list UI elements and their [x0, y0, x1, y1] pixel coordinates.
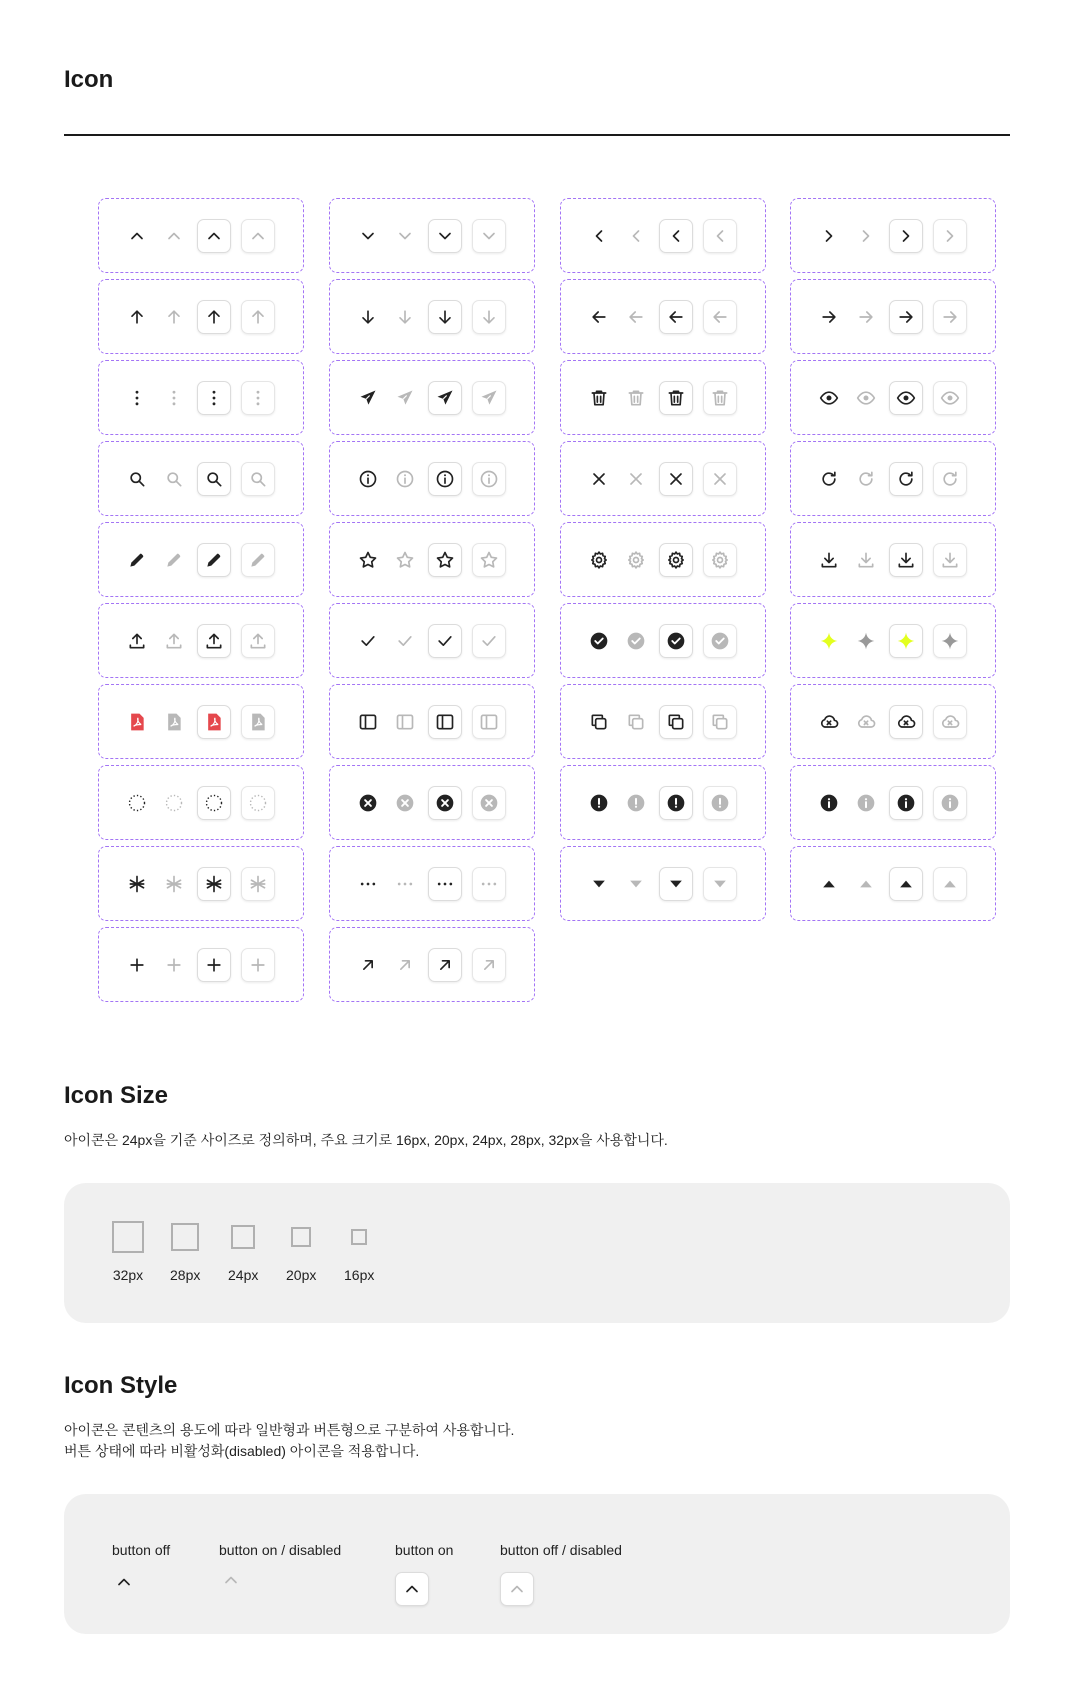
- refresh-icon: [933, 462, 967, 496]
- asterisk-icon: [241, 867, 275, 901]
- icon-style-description-2: 버튼 상태에 따라 비활성화(disabled) 아이콘을 적용합니다.: [64, 1443, 420, 1459]
- alert-circle-icon: [703, 786, 737, 820]
- alert-circle-icon: [618, 785, 654, 821]
- chevron-right-icon: [848, 218, 884, 254]
- cloud-off-icon: [848, 704, 884, 740]
- eye-icon[interactable]: [889, 381, 923, 415]
- more-horizontal-icon: [387, 866, 423, 902]
- pdf-icon: [241, 705, 275, 739]
- more-horizontal-icon-row: [329, 846, 535, 921]
- sparkle-icon: [848, 623, 884, 659]
- check-icon: [472, 624, 506, 658]
- trash-icon: [618, 380, 654, 416]
- send-icon-row: [329, 360, 535, 435]
- eye-icon: [848, 380, 884, 416]
- cloud-off-icon[interactable]: [889, 705, 923, 739]
- close-icon: [703, 462, 737, 496]
- size-label: 20px: [286, 1267, 317, 1283]
- send-icon: [387, 380, 423, 416]
- more-horizontal-icon[interactable]: [428, 867, 462, 901]
- star-icon: [387, 542, 423, 578]
- chevron-down-icon: [350, 218, 386, 254]
- arrow-left-icon: [581, 299, 617, 335]
- loading-icon-row: [98, 765, 304, 840]
- arrow-right-icon[interactable]: [889, 300, 923, 334]
- refresh-icon: [848, 461, 884, 497]
- triangle-down-icon: [581, 866, 617, 902]
- trash-icon: [581, 380, 617, 416]
- info-icon: [387, 461, 423, 497]
- download-icon: [811, 542, 847, 578]
- more-horizontal-icon: [350, 866, 386, 902]
- copy-icon: [618, 704, 654, 740]
- chevron-left-icon: [618, 218, 654, 254]
- check-icon: [350, 623, 386, 659]
- sparkle-icon: [933, 624, 967, 658]
- loading-icon: [119, 785, 155, 821]
- search-icon: [156, 461, 192, 497]
- arrow-left-icon[interactable]: [659, 300, 693, 334]
- page-title: Icon: [64, 66, 114, 93]
- arrow-up-icon[interactable]: [197, 300, 231, 334]
- copy-icon[interactable]: [659, 705, 693, 739]
- arrow-up-right-icon-row: [329, 927, 535, 1002]
- chevron-right-icon[interactable]: [889, 219, 923, 253]
- download-icon[interactable]: [889, 543, 923, 577]
- size-box-28: [171, 1223, 199, 1251]
- size-label: 16px: [344, 1267, 375, 1283]
- icon-column: [790, 198, 996, 927]
- arrow-left-icon: [618, 299, 654, 335]
- chevron-up-icon[interactable]: [112, 1570, 136, 1594]
- arrow-down-icon: [350, 299, 386, 335]
- sidebar-icon: [350, 704, 386, 740]
- plus-icon-row: [98, 927, 304, 1002]
- style-button-off: [112, 1542, 170, 1594]
- chevron-right-icon: [933, 219, 967, 253]
- check-circle-icon: [581, 623, 617, 659]
- icon-column: [560, 198, 766, 927]
- more-vertical-icon: [156, 380, 192, 416]
- check-icon[interactable]: [428, 624, 462, 658]
- triangle-down-icon[interactable]: [659, 867, 693, 901]
- style-button-off-disabled: [500, 1542, 622, 1606]
- info-circle-icon: [848, 785, 884, 821]
- loading-icon: [241, 786, 275, 820]
- close-circle-icon: [350, 785, 386, 821]
- close-icon: [581, 461, 617, 497]
- sparkle-icon[interactable]: [889, 624, 923, 658]
- info-icon-row: [329, 441, 535, 516]
- eye-icon: [811, 380, 847, 416]
- copy-icon: [703, 705, 737, 739]
- search-icon-row: [98, 441, 304, 516]
- chevron-right-icon-row: [790, 198, 996, 273]
- more-horizontal-icon: [472, 867, 506, 901]
- arrow-up-icon: [241, 300, 275, 334]
- more-vertical-icon: [119, 380, 155, 416]
- pencil-icon: [241, 543, 275, 577]
- arrow-down-icon[interactable]: [428, 300, 462, 334]
- size-sample-32: [112, 1221, 144, 1283]
- info-circle-icon: [811, 785, 847, 821]
- sidebar-icon[interactable]: [428, 705, 462, 739]
- icon-style-description-1: 아이콘은 콘텐츠의 용도에 따라 일반형과 버튼형으로 구분하여 사용합니다.: [64, 1422, 515, 1438]
- close-circle-icon[interactable]: [428, 786, 462, 820]
- loading-icon[interactable]: [197, 786, 231, 820]
- chevron-down-icon: [387, 218, 423, 254]
- icon-column: [98, 198, 304, 1008]
- arrow-right-icon: [811, 299, 847, 335]
- chevron-down-icon[interactable]: [428, 219, 462, 253]
- size-label: 28px: [170, 1267, 201, 1283]
- more-vertical-icon[interactable]: [197, 381, 231, 415]
- size-label: 24px: [228, 1267, 259, 1283]
- trash-icon: [703, 381, 737, 415]
- size-box-20: [291, 1227, 311, 1247]
- info-circle-icon-row: [790, 765, 996, 840]
- info-icon: [350, 461, 386, 497]
- star-icon[interactable]: [428, 543, 462, 577]
- send-icon: [350, 380, 386, 416]
- upload-icon-row: [98, 603, 304, 678]
- arrow-left-icon-row: [560, 279, 766, 354]
- plus-icon: [241, 948, 275, 982]
- upload-icon[interactable]: [197, 624, 231, 658]
- triangle-down-icon: [703, 867, 737, 901]
- sidebar-icon: [387, 704, 423, 740]
- size-sample-28: [170, 1221, 200, 1283]
- close-icon[interactable]: [659, 462, 693, 496]
- chevron-left-icon[interactable]: [659, 219, 693, 253]
- style-button-on: [395, 1542, 453, 1606]
- chevron-left-icon: [581, 218, 617, 254]
- refresh-icon: [811, 461, 847, 497]
- arrow-right-icon: [933, 300, 967, 334]
- search-icon[interactable]: [197, 462, 231, 496]
- size-box-16: [351, 1229, 367, 1245]
- close-circle-icon-row: [329, 765, 535, 840]
- more-vertical-icon: [241, 381, 275, 415]
- arrow-left-icon: [703, 300, 737, 334]
- size-box-32: [112, 1221, 144, 1253]
- chevron-up-icon[interactable]: [395, 1572, 429, 1606]
- size-sample-20: [286, 1221, 316, 1283]
- size-box-24: [231, 1225, 255, 1249]
- chevron-up-icon-row: [98, 198, 304, 273]
- pencil-icon[interactable]: [197, 543, 231, 577]
- asterisk-icon: [156, 866, 192, 902]
- triangle-up-icon: [933, 867, 967, 901]
- arrow-up-right-icon: [472, 948, 506, 982]
- eye-icon-row: [790, 360, 996, 435]
- check-icon: [387, 623, 423, 659]
- star-icon-row: [329, 522, 535, 597]
- sidebar-icon: [472, 705, 506, 739]
- gear-icon[interactable]: [659, 543, 693, 577]
- gear-icon-row: [560, 522, 766, 597]
- chevron-up-icon: [500, 1572, 534, 1606]
- triangle-up-icon-row: [790, 846, 996, 921]
- chevron-up-icon: [219, 1568, 243, 1592]
- size-sample-16: [344, 1221, 374, 1283]
- trash-icon[interactable]: [659, 381, 693, 415]
- icon-size-description: 아이콘은 24px을 기준 사이즈로 정의하며, 주요 크기로 16px, 20px, 24px, 28px, 32px을 사용합니다.: [64, 1132, 668, 1148]
- style-button-on-disabled: [219, 1542, 341, 1592]
- send-icon[interactable]: [428, 381, 462, 415]
- chevron-up-icon: [156, 218, 192, 254]
- triangle-up-icon: [848, 866, 884, 902]
- gear-icon: [581, 542, 617, 578]
- arrow-up-icon: [156, 299, 192, 335]
- cloud-off-icon: [933, 705, 967, 739]
- copy-icon-row: [560, 684, 766, 759]
- send-icon: [472, 381, 506, 415]
- arrow-up-icon: [119, 299, 155, 335]
- star-icon: [350, 542, 386, 578]
- pencil-icon-row: [98, 522, 304, 597]
- chevron-up-icon: [119, 218, 155, 254]
- eye-icon: [933, 381, 967, 415]
- upload-icon: [119, 623, 155, 659]
- icon-size-title: Icon Size: [64, 1082, 169, 1109]
- search-icon: [241, 462, 275, 496]
- info-icon[interactable]: [428, 462, 462, 496]
- refresh-icon-row: [790, 441, 996, 516]
- chevron-right-icon: [811, 218, 847, 254]
- triangle-up-icon[interactable]: [889, 867, 923, 901]
- refresh-icon[interactable]: [889, 462, 923, 496]
- arrow-up-right-icon: [350, 947, 386, 983]
- download-icon-row: [790, 522, 996, 597]
- copy-icon: [581, 704, 617, 740]
- size-label: 32px: [112, 1267, 144, 1283]
- arrow-down-icon: [472, 300, 506, 334]
- close-circle-icon: [387, 785, 423, 821]
- arrow-down-icon: [387, 299, 423, 335]
- icon-column: [329, 198, 535, 1008]
- check-circle-icon[interactable]: [659, 624, 693, 658]
- info-icon: [472, 462, 506, 496]
- icon-style-title: Icon Style: [64, 1372, 178, 1399]
- chevron-down-icon: [472, 219, 506, 253]
- close-icon-row: [560, 441, 766, 516]
- style-label: button on: [395, 1542, 454, 1558]
- arrow-up-right-icon: [387, 947, 423, 983]
- asterisk-icon: [119, 866, 155, 902]
- style-label: button off / disabled: [500, 1542, 622, 1558]
- download-icon: [848, 542, 884, 578]
- check-circle-icon: [703, 624, 737, 658]
- alert-circle-icon-row: [560, 765, 766, 840]
- pencil-icon: [119, 542, 155, 578]
- sidebar-icon-row: [329, 684, 535, 759]
- arrow-up-icon-row: [98, 279, 304, 354]
- arrow-up-right-icon[interactable]: [428, 948, 462, 982]
- triangle-down-icon: [618, 866, 654, 902]
- check-circle-icon-row: [560, 603, 766, 678]
- chevron-down-icon-row: [329, 198, 535, 273]
- arrow-right-icon-row: [790, 279, 996, 354]
- cloud-off-icon: [811, 704, 847, 740]
- star-icon: [472, 543, 506, 577]
- more-vertical-icon-row: [98, 360, 304, 435]
- upload-icon: [156, 623, 192, 659]
- plus-icon: [119, 947, 155, 983]
- icon-size-panel: [64, 1183, 1010, 1323]
- pdf-icon-row: [98, 684, 304, 759]
- style-label: button on / disabled: [219, 1542, 342, 1558]
- close-circle-icon: [472, 786, 506, 820]
- chevron-left-icon-row: [560, 198, 766, 273]
- gear-icon: [703, 543, 737, 577]
- alert-circle-icon: [581, 785, 617, 821]
- pdf-icon: [119, 704, 155, 740]
- gear-icon: [618, 542, 654, 578]
- sparkle-icon: [811, 623, 847, 659]
- info-circle-icon[interactable]: [889, 786, 923, 820]
- trash-icon-row: [560, 360, 766, 435]
- chevron-up-icon[interactable]: [197, 219, 231, 253]
- close-icon: [618, 461, 654, 497]
- icon-style-panel: [64, 1494, 1010, 1634]
- sparkle-icon-row: [790, 603, 996, 678]
- alert-circle-icon[interactable]: [659, 786, 693, 820]
- upload-icon: [241, 624, 275, 658]
- pencil-icon: [156, 542, 192, 578]
- chevron-up-icon: [241, 219, 275, 253]
- plus-icon: [156, 947, 192, 983]
- chevron-left-icon: [703, 219, 737, 253]
- triangle-down-icon-row: [560, 846, 766, 921]
- size-sample-24: [228, 1221, 258, 1283]
- arrow-down-icon-row: [329, 279, 535, 354]
- check-icon-row: [329, 603, 535, 678]
- check-circle-icon: [618, 623, 654, 659]
- arrow-right-icon: [848, 299, 884, 335]
- download-icon: [933, 543, 967, 577]
- asterisk-icon-row: [98, 846, 304, 921]
- loading-icon: [156, 785, 192, 821]
- pdf-icon: [156, 704, 192, 740]
- style-label: button off: [112, 1542, 171, 1558]
- pdf-icon[interactable]: [197, 705, 231, 739]
- info-circle-icon: [933, 786, 967, 820]
- search-icon: [119, 461, 155, 497]
- cloud-off-icon-row: [790, 684, 996, 759]
- triangle-up-icon: [811, 866, 847, 902]
- plus-icon[interactable]: [197, 948, 231, 982]
- asterisk-icon[interactable]: [197, 867, 231, 901]
